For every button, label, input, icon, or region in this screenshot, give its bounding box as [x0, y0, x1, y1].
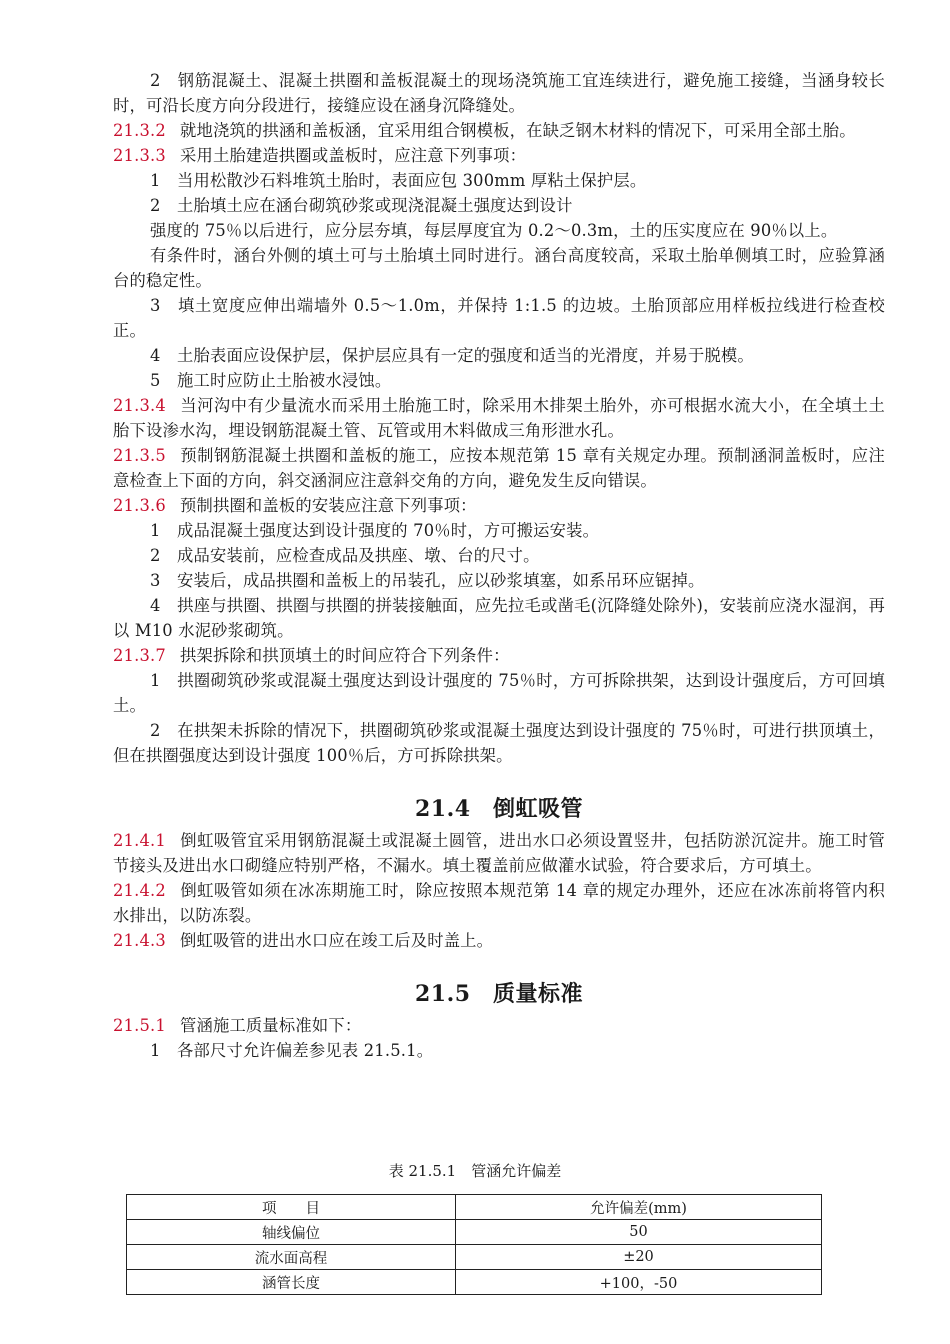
clause-number: 21.3.6: [113, 496, 166, 515]
clause-number: 21.3.5: [113, 446, 166, 465]
item-paragraph: 3 填土宽度应伸出端墙外 0.5～1.0m，并保持 1:1.5 的边坡。土胎顶部应用样板拉线进行检查校正。: [113, 296, 885, 340]
clause-number: 21.3.2: [113, 121, 166, 140]
clause-paragraph: 21.3.4 当河沟中有少量流水而采用土胎施工时，除采用木排架土胎外，亦可根据水流大小，在全填土土胎下设渗水沟，埋设钢筋混凝土管、瓦管或用木料做成三角形泄水孔。: [113, 396, 885, 440]
table-header-row: [127, 1195, 822, 1220]
section-heading: 21.4 倒虹吸管: [414, 796, 584, 822]
clause-number: 21.4.1: [113, 831, 166, 850]
clause-paragraph: 21.3.7 拱架拆除和拱顶填土的时间应符合下列条件：: [113, 646, 510, 665]
clause-number: 21.3.7: [113, 646, 166, 665]
item-paragraph: 4 土胎表面应设保护层，保护层应具有一定的强度和适当的光滑度，并易于脱模。: [150, 346, 754, 365]
clause-number: 21.3.3: [113, 146, 166, 165]
clause-number: 21.4.3: [113, 931, 166, 950]
clause-number: 21.5.1: [113, 1016, 166, 1035]
table-caption: 表 21.5.1 管涵允许偏差: [388, 1162, 562, 1180]
table-cell: 50: [456, 1220, 822, 1245]
clause-paragraph: 21.4.1 倒虹吸管宜采用钢筋混凝土或混凝土圆管，进出水口必须设置竖井，包括防淤沉淀井。施工时管节接头及进出水口砌缝应特别严格，不漏水。填土覆盖前应做灌水试验，符合要求后，方可填土。: [113, 831, 885, 875]
continuation-paragraph: 有条件时，涵台外侧的填土可与土胎填土同时进行。涵台高度较高，采取土胎单侧填工时，应验算涵台的稳定性。: [113, 246, 885, 290]
tolerance-table: [126, 1194, 822, 1295]
item-paragraph: 1 当用松散沙石料堆筑土胎时，表面应包 300mm 厚粘土保护层。: [150, 171, 647, 190]
clause-paragraph: 21.3.2 就地浇筑的拱涵和盖板涵，宜采用组合钢模板，在缺乏钢木材料的情况下，可采用全部土胎。: [113, 121, 856, 140]
table-cell: 涵管长度: [127, 1270, 456, 1295]
item-paragraph: 2 钢筋混凝土、混凝土拱圈和盖板混凝土的现场浇筑施工宜连续进行，避免施工接缝，当涵身较长时，可沿长度方向分段进行，接缝应设在涵身沉降缝处。: [113, 71, 885, 115]
item-paragraph: 2 成品安装前，应检查成品及拱座、墩、台的尺寸。: [150, 546, 540, 565]
table-row: [127, 1245, 822, 1270]
table-row: [127, 1270, 822, 1295]
table-cell: 流水面高程: [127, 1245, 456, 1270]
item-paragraph: 2 在拱架未拆除的情况下，拱圈砌筑砂浆或混凝土强度达到设计强度的 75％时，可进行拱顶填土，但在拱圈强度达到设计强度 100％后，方可拆除拱架。: [113, 721, 885, 765]
item-paragraph: 5 施工时应防止土胎被水浸蚀。: [150, 371, 392, 390]
item-paragraph: 3 安装后，成品拱圈和盖板上的吊装孔，应以砂浆填塞，如系吊环应锯掉。: [150, 571, 705, 590]
item-paragraph: 1 各部尺寸允许偏差参见表 21.5.1。: [150, 1041, 434, 1060]
table-header-cell: 允许偏差(mm): [456, 1195, 822, 1220]
clause-paragraph: 21.3.6 预制拱圈和盖板的安装应注意下列事项：: [113, 496, 477, 515]
table-cell: 轴线偏位: [127, 1220, 456, 1245]
item-paragraph: 1 拱圈砌筑砂浆或混凝土强度达到设计强度的 75％时，方可拆除拱架，达到设计强度后，方可回填土。: [113, 671, 885, 715]
item-paragraph: 1 成品混凝土强度达到设计强度的 70％时，方可搬运安装。: [150, 521, 600, 540]
clause-number: 21.4.2: [113, 881, 166, 900]
item-paragraph: 2 土胎填土应在涵台砌筑砂浆或现浇混凝土强度达到设计: [150, 196, 573, 215]
table-cell: +100，-50: [456, 1270, 822, 1295]
document-body: [113, 68, 885, 1063]
table-cell: ±20: [456, 1245, 822, 1270]
item-paragraph: 4 拱座与拱圈、拱圈与拱圈的拼装接触面，应先拉毛或凿毛(沉降缝处除外)，安装前应浇水湿润，再以 M10 水泥砂浆砌筑。: [113, 596, 885, 640]
clause-number: 21.3.4: [113, 396, 166, 415]
continuation-paragraph: 强度的 75％以后进行，应分层夯填，每层厚度宜为 0.2～0.3m，土的压实度应在 90％以上。: [150, 221, 838, 240]
clause-paragraph: 21.4.2 倒虹吸管如须在冰冻期施工时，除应按照本规范第 14 章的规定办理外，还应在冰冻前将管内积水排出，以防冻裂。: [113, 881, 885, 925]
table-header-cell: 项 目: [127, 1195, 456, 1220]
section-heading: 21.5 质量标准: [414, 981, 584, 1007]
table-row: [127, 1220, 822, 1245]
clause-paragraph: 21.5.1 管涵施工质量标准如下：: [113, 1016, 362, 1035]
clause-paragraph: 21.3.5 预制钢筋混凝土拱圈和盖板的施工，应按本规范第 15 章有关规定办理。预制涵洞盖板时，应注意检查上下面的方向，斜交涵洞应注意斜交角的方向，避免发生反向错误。: [113, 446, 885, 490]
clause-paragraph: 21.4.3 倒虹吸管的进出水口应在竣工后及时盖上。: [113, 931, 494, 950]
clause-paragraph: 21.3.3 采用土胎建造拱圈或盖板时，应注意下列事项：: [113, 146, 527, 165]
